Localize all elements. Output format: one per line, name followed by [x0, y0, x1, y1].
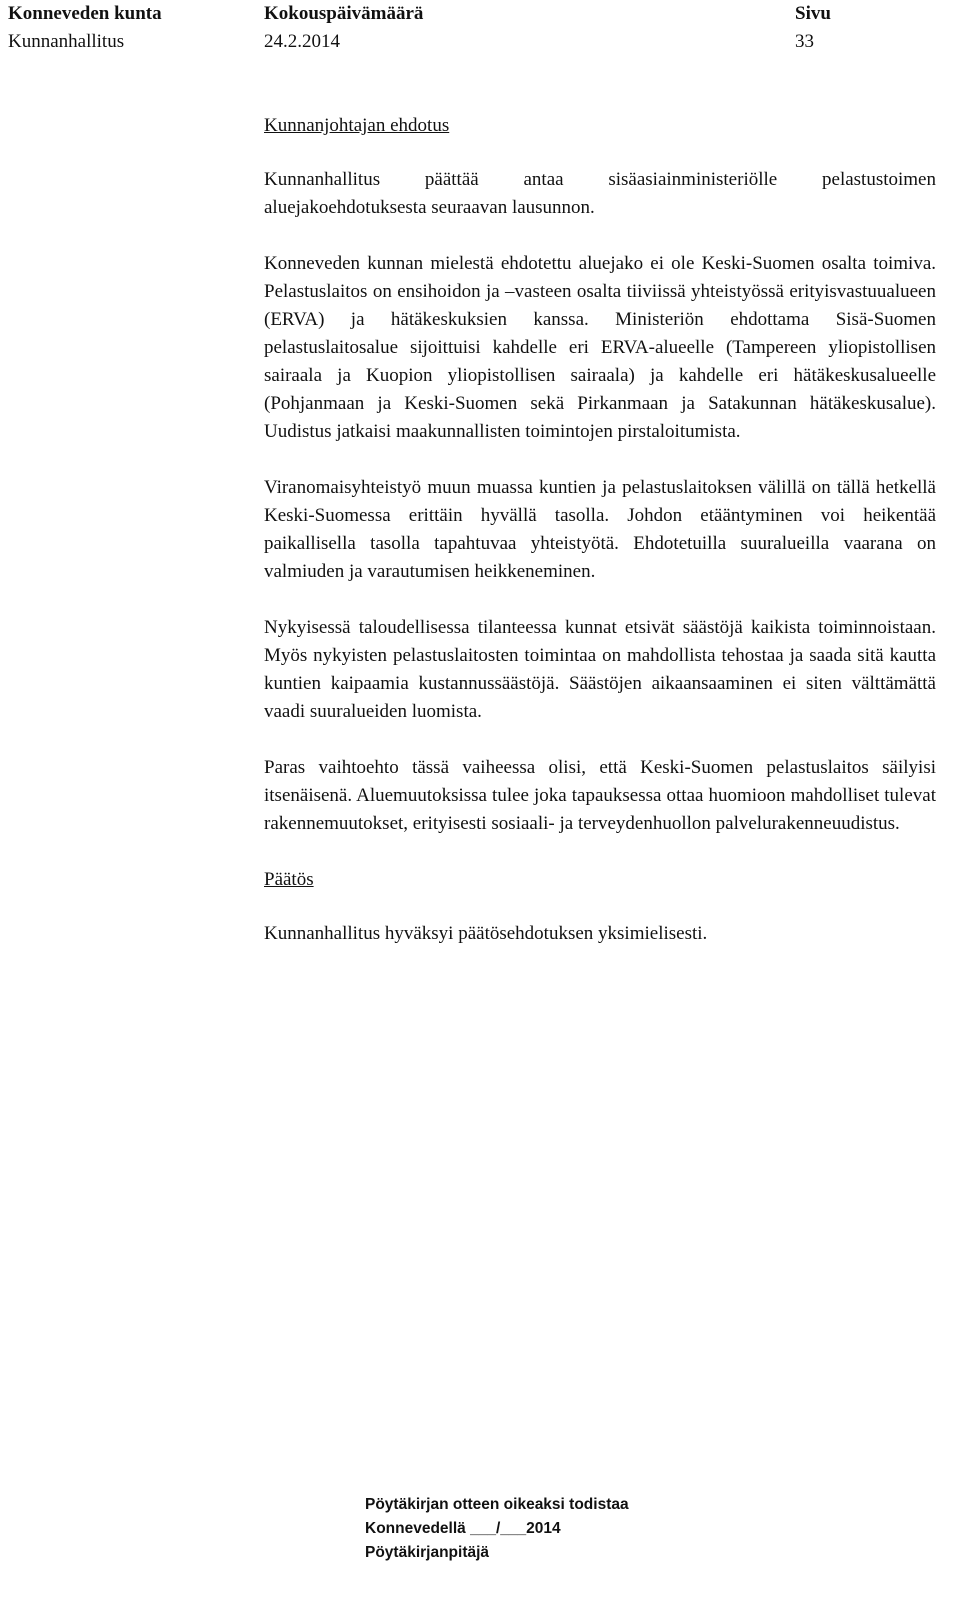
paragraph-1: Kunnanhallitus päättää antaa sisäasiainministeriölle pelastustoimen aluejakoehdotuksesta seuraavan lausunnon. [264, 169, 936, 218]
page-number-block [795, 0, 831, 56]
body-name: Kunnanhallitus [8, 31, 125, 52]
page-number-value: 33 [795, 31, 814, 52]
paragraph-4: Nykyisessä taloudellisessa tilanteessa kunnat etsivät säästöjä kaikista toiminnoistaan. Myös nykyisten pelastuslaitosten toimintaa on mahdollista tehostaa ja saada sitä kautta kuntien kaipaamia kustannussäästöjä. Säästöjen aikaansaaminen ei siten välttämättä vaadi suuralueiden luomista. [264, 617, 936, 722]
paragraph-2: Konneveden kunnan mielestä ehdotettu aluejako ei ole Keski-Suomen osalta toimiva. Pelastuslaitos on ensihoidon ja –vasteen osalta tiiviissä yhteistyössä erityisvastuualueen (ERVA) ja hätäkeskuksien kanssa. Ministeriön ehdottama Sisä-Suomen pelastuslaitosalue sijoittuisi kahdelle eri ERVA-alueelle (Tampereen yliopistollisen sairaala ja Kuopion yliopistollisen sairaala) ja kahdelle eri hätäkeskusalueelle (Pohjanmaan ja Keski-Suomen sekä Pirkanmaan ja Satakunnan hätäkeskusalue). Uudistus jatkaisi maakunnallisten toimintojen pirstaloitumista. [264, 253, 936, 442]
document-body [264, 112, 936, 948]
certification-footer [365, 1493, 629, 1565]
decision-text: Kunnanhallitus hyväksyi päätösehdotuksen yksimielisesti. [264, 923, 708, 944]
organization-block [8, 0, 162, 56]
meeting-date-value: 24.2.2014 [264, 31, 340, 52]
proposal-heading: Kunnanjohtajan ehdotus [264, 115, 450, 136]
certification-place-date: Konnevedellä ___/___2014 [365, 1520, 561, 1537]
meeting-date-label: Kokouspäivämäärä [264, 3, 424, 24]
paragraph-5: Paras vaihtoehto tässä vaiheessa olisi, että Keski-Suomen pelastuslaitos säilyisi itsenäisenä. Aluemuutoksissa tulee joka tapauksessa ottaa huomioon mahdolliset tulevat rakennemuutokset, erityisesti sosiaali- ja terveydenhuollon palvelurakenneuudistus. [264, 757, 936, 834]
decision-heading: Päätös [264, 869, 314, 890]
minutes-keeper-label: Pöytäkirjanpitäjä [365, 1544, 490, 1561]
certification-line: Pöytäkirjan otteen oikeaksi todistaa [365, 1496, 629, 1513]
organization-name: Konneveden kunta [8, 3, 162, 24]
paragraph-3: Viranomaisyhteistyö muun muassa kuntien ja pelastuslaitoksen välillä on tällä hetkellä Keski-Suomessa erittäin hyvällä tasolla. Johdon etääntyminen voi heikentää paikallisella tasolla tapahtuvaa yhteistyötä. Ehdotetuilla suuralueilla vaarana on valmiuden ja varautumisen heikkeneminen. [264, 477, 936, 582]
page-number-label: Sivu [795, 3, 831, 24]
meeting-date-block [264, 0, 423, 56]
